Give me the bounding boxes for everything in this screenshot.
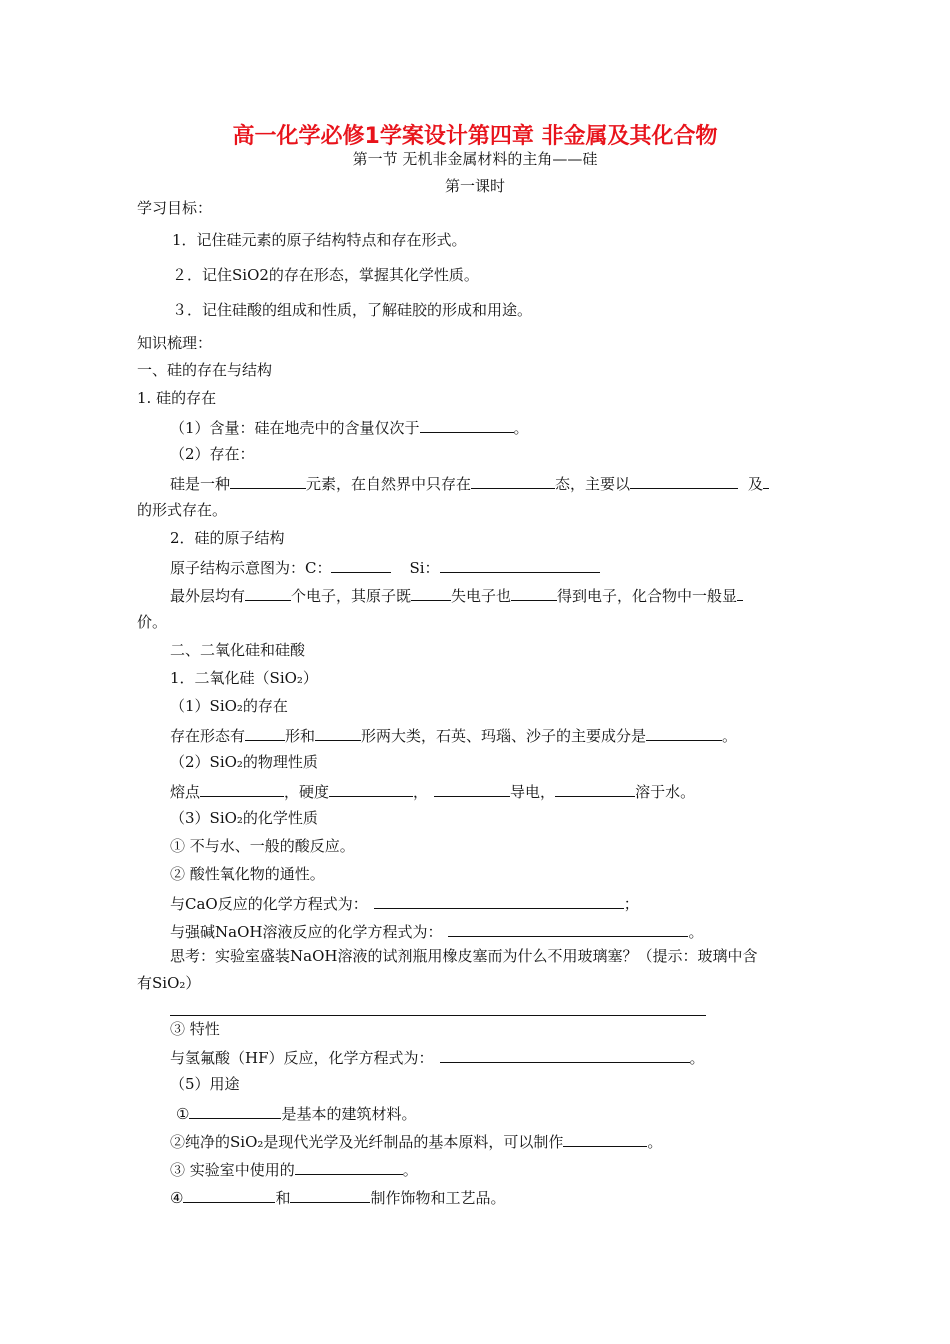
cao-end: ； xyxy=(623,895,639,913)
answer-line[interactable] xyxy=(170,1015,706,1016)
hf-line xyxy=(170,1046,705,1068)
think-line: 思考：实验室盛装NaOH溶液的试剂瓶用橡皮塞而为什么不用玻璃塞？（提示：玻璃中含 xyxy=(170,947,758,965)
fill-blank[interactable] xyxy=(183,1186,275,1203)
fill-blank[interactable] xyxy=(315,724,361,741)
special-heading: ③ 特性 xyxy=(170,1020,220,1038)
exist-text-3: 态，主要以 xyxy=(555,475,631,493)
use-1-text: 是基本的建筑材料。 xyxy=(281,1105,417,1123)
naoh-end: 。 xyxy=(688,923,704,941)
sio2-exist-text-3: 形两大类，石英、玛瑙、沙子的主要成分是 xyxy=(361,727,647,745)
fill-blank[interactable] xyxy=(471,472,555,489)
part2-sub1: 1．二氧化硅（SiO₂） xyxy=(170,669,318,687)
use-4-text: 制作饰物和工艺品。 xyxy=(370,1189,506,1207)
goal-3: ３．记住硅酸的组成和性质，了解硅胶的形成和用途。 xyxy=(172,301,533,319)
outer-text-3: 失电子也 xyxy=(451,587,512,605)
use-heading: （5）用途 xyxy=(170,1075,240,1093)
fill-blank[interactable] xyxy=(448,920,688,937)
lesson-title: 第一课时 xyxy=(444,177,505,195)
exist-line-cont: 的形式存在。 xyxy=(137,501,228,519)
exist-label: （2）存在： xyxy=(170,445,255,463)
sio2-exist-text-1: 存在形态有 xyxy=(170,727,246,745)
outer-text-2: 个电子，其原子既 xyxy=(291,587,412,605)
goal-2: ２．记住SiO2的存在形态，掌握其化学性质。 xyxy=(172,266,479,284)
fill-blank[interactable] xyxy=(200,780,284,797)
cao-line xyxy=(170,892,639,914)
outer-line-cont: 价。 xyxy=(137,613,168,631)
fill-blank[interactable] xyxy=(563,1130,647,1147)
outer-text-4: 得到电子，化合物中一般显 xyxy=(557,587,738,605)
atom-text-si: Si： xyxy=(409,559,440,577)
fill-blank[interactable] xyxy=(434,780,510,797)
use-item-3 xyxy=(170,1158,418,1180)
use-item-2 xyxy=(170,1130,662,1152)
think-line-cont: 有SiO₂） xyxy=(137,974,201,992)
part1-sub1: 1. 硅的存在 xyxy=(137,389,217,407)
naoh-text: 与强碱NaOH溶液反应的化学方程式为： xyxy=(170,923,443,941)
sio2-phys-line xyxy=(170,780,695,802)
fill-blank[interactable] xyxy=(440,556,600,573)
fill-blank[interactable] xyxy=(374,892,624,909)
fill-blank[interactable] xyxy=(411,584,451,601)
section-title: 第一节 无机非金属材料的主角——硅 xyxy=(352,150,598,168)
sio2-exist-text-2: 形和 xyxy=(285,727,316,745)
sio2-exist-text-4: 。 xyxy=(722,727,738,745)
cao-text: 与CaO反应的化学方程式为： xyxy=(170,895,368,913)
content-text: （1）含量：硅在地壳中的含量仅次于 xyxy=(170,419,420,437)
goal-1: 1．记住硅元素的原子结构特点和存在形式。 xyxy=(172,231,467,249)
content-end: 。 xyxy=(513,419,529,437)
use-item-1 xyxy=(176,1102,416,1124)
fill-blank[interactable] xyxy=(290,1186,370,1203)
use-4-num: ④ xyxy=(170,1189,184,1207)
exist-text-4: 及 xyxy=(748,475,764,493)
fill-blank[interactable] xyxy=(245,584,291,601)
fill-blank[interactable] xyxy=(230,472,306,489)
phys-text-3: ， xyxy=(413,783,429,801)
fill-blank[interactable] xyxy=(329,780,413,797)
part1-sub2: 2．硅的原子结构 xyxy=(170,529,285,547)
use-1-num: ① xyxy=(176,1105,190,1123)
fill-blank[interactable] xyxy=(295,1158,403,1175)
naoh-line xyxy=(170,920,703,942)
use-4-and: 和 xyxy=(275,1189,291,1207)
fill-blank[interactable] xyxy=(189,1102,281,1119)
atom-line xyxy=(170,556,600,578)
part2-heading: 二、二氧化硅和硅酸 xyxy=(170,641,306,659)
sio2-chem-heading: （3）SiO₂的化学性质 xyxy=(170,809,318,827)
sio2-exist-line xyxy=(170,724,737,746)
chem-item-1: ① 不与水、一般的酸反应。 xyxy=(170,837,355,855)
fill-blank[interactable] xyxy=(420,416,514,433)
fill-blank[interactable] xyxy=(440,1046,690,1063)
exist-text-2: 元素，在自然界中只存在 xyxy=(306,475,472,493)
fill-blank[interactable] xyxy=(555,780,635,797)
knowledge-heading: 知识梳理： xyxy=(137,334,213,352)
fill-blank[interactable] xyxy=(737,584,743,601)
fill-blank[interactable] xyxy=(630,472,738,489)
fill-blank[interactable] xyxy=(511,584,557,601)
use-3-text: ③ 实验室中使用的 xyxy=(170,1161,295,1179)
fill-blank[interactable] xyxy=(763,472,769,489)
document-title: 高一化学必修1学案设计第四章 非金属及其化合物 xyxy=(232,124,718,149)
fill-blank[interactable] xyxy=(245,724,285,741)
chem-item-2: ② 酸性氧化物的通性。 xyxy=(170,865,325,883)
use-2-end: 。 xyxy=(647,1133,663,1151)
sio2-phys-heading: （2）SiO₂的物理性质 xyxy=(170,753,318,771)
exist-line xyxy=(170,472,769,494)
phys-text-4: 导电， xyxy=(510,783,556,801)
goals-heading: 学习目标： xyxy=(137,199,213,217)
outer-line xyxy=(170,584,743,606)
atom-text-c: 原子结构示意图为：C： xyxy=(170,559,332,577)
hf-end: 。 xyxy=(689,1049,705,1067)
exist-text-1: 硅是一种 xyxy=(170,475,231,493)
fill-blank[interactable] xyxy=(646,724,722,741)
phys-text-1: 熔点 xyxy=(170,783,201,801)
use-item-4 xyxy=(170,1186,505,1208)
fill-blank[interactable] xyxy=(331,556,391,573)
content-line xyxy=(170,416,529,438)
outer-text-1: 最外层均有 xyxy=(170,587,246,605)
use-3-end: 。 xyxy=(402,1161,418,1179)
phys-text-2: ，硬度 xyxy=(284,783,330,801)
part1-heading: 一、硅的存在与结构 xyxy=(137,361,273,379)
phys-text-5: 溶于水。 xyxy=(635,783,696,801)
use-2-text: ②纯净的SiO₂是现代光学及光纤制品的基本原料，可以制作 xyxy=(170,1133,564,1151)
sio2-exist-heading: （1）SiO₂的存在 xyxy=(170,697,288,715)
hf-text: 与氢氟酸（HF）反应，化学方程式为： xyxy=(170,1049,434,1067)
